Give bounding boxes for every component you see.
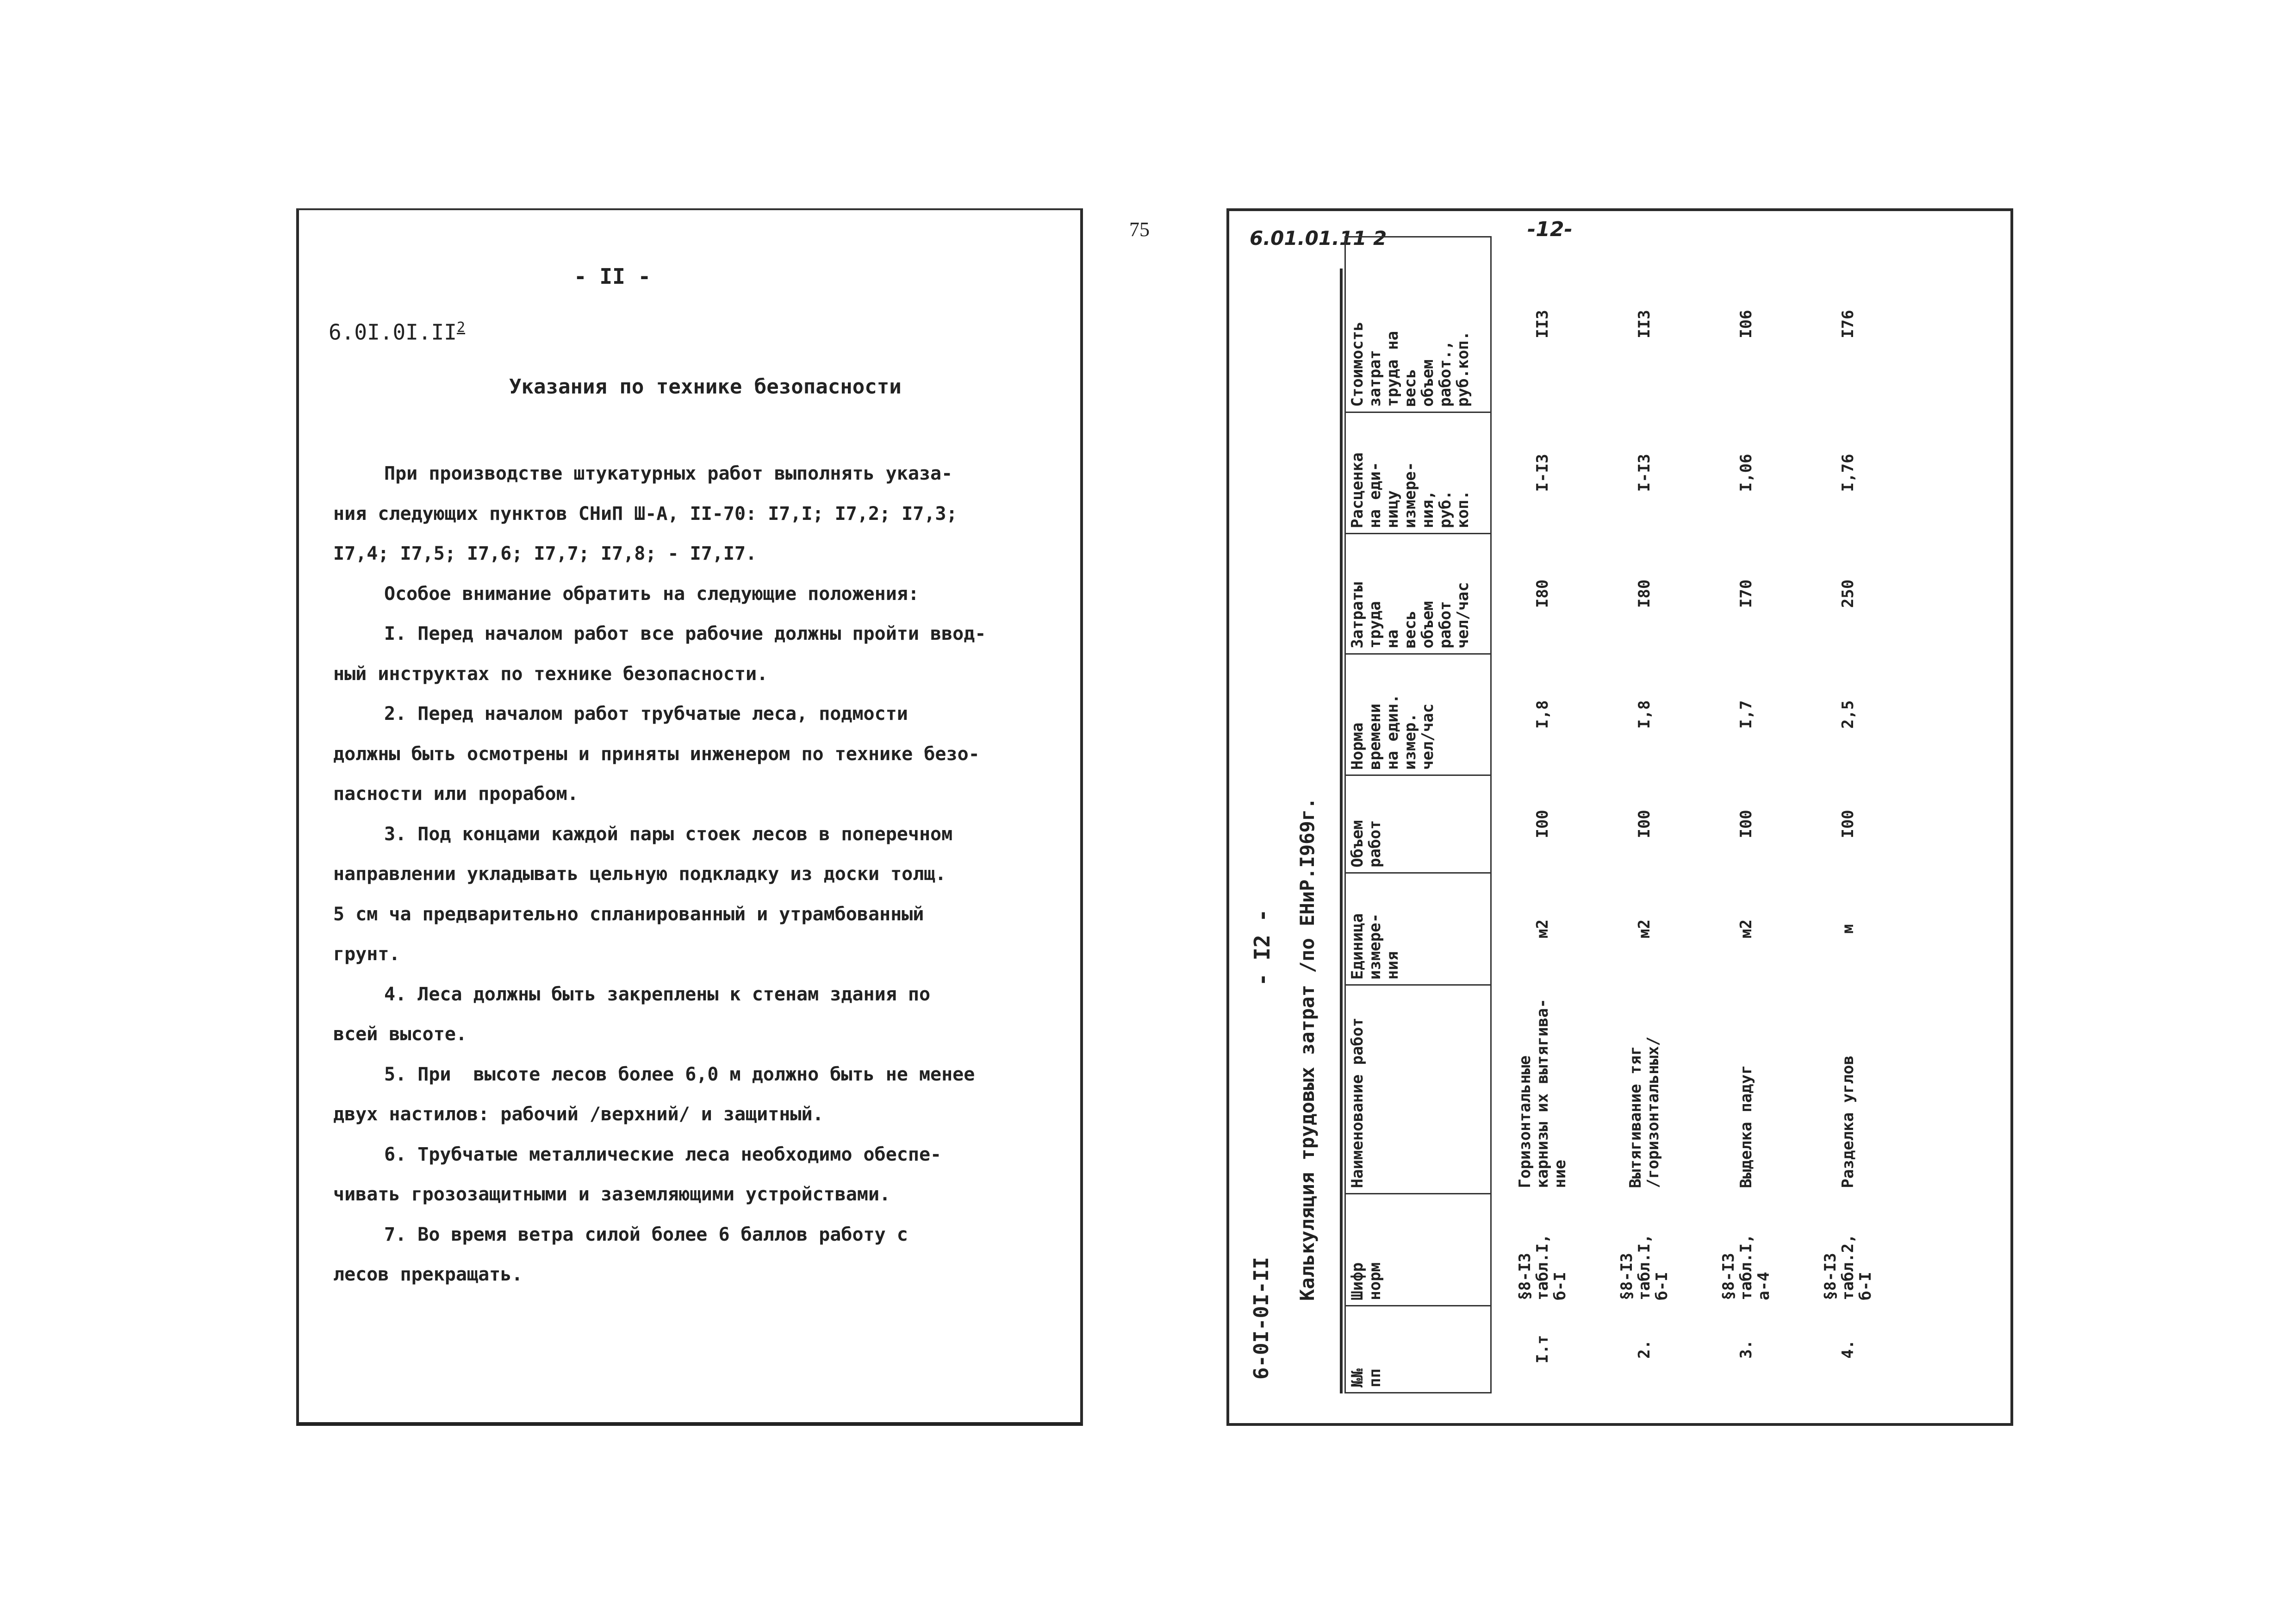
cell-rate: I,76 — [1839, 454, 1857, 492]
header-text: Стоимость — [1348, 321, 1367, 407]
cell-code — [1593, 1193, 1695, 1305]
cell-work-name-line: Выделка падуг — [1737, 1065, 1755, 1188]
cell-number: 3. — [1737, 1339, 1755, 1359]
header-text: Шифр — [1348, 1262, 1367, 1300]
header-text: ницу — [1383, 490, 1402, 528]
cell-code-line: табл.2, — [1839, 1234, 1857, 1300]
header-text: работ — [1436, 601, 1455, 649]
rotated-calculation-block — [1240, 236, 1981, 1393]
right-handwritten-code: 6.01.01.11 2 — [1250, 227, 1387, 250]
cell-work-name-line: Вытягивание тяг — [1626, 1046, 1645, 1188]
cell-unit: м — [1839, 924, 1857, 934]
body-line: пасности или прорабом. — [333, 783, 579, 805]
table-row — [1491, 237, 1594, 1393]
cell-cost-total: I76 — [1839, 310, 1857, 338]
header-code — [1345, 1193, 1491, 1305]
cell-rate: I-I3 — [1533, 454, 1552, 492]
calculation-title: Калькуляция трудовых затрат /по ЕНиР.I969г. — [1296, 797, 1319, 1301]
cell-volume: I00 — [1839, 810, 1857, 838]
cell-labor-total: 250 — [1839, 579, 1857, 608]
header-number — [1345, 1305, 1491, 1393]
cell-labor-total: I80 — [1635, 579, 1654, 608]
cell-code-line: §8-I3 — [1719, 1253, 1738, 1300]
cell-work-name-line: карнизы их вытягива- — [1533, 999, 1552, 1188]
left-document-code-suffix: 2 — [456, 319, 466, 336]
header-text: чел/час — [1454, 582, 1472, 649]
body-line: 5 см ча предварительно спланированный и утрамбованный — [333, 903, 924, 925]
body-line: 5. При высоте лесов более 6,0 м должно быть не менее — [384, 1063, 975, 1085]
cell-unit: м2 — [1737, 919, 1755, 938]
right-handwritten-page-number: -12- — [1527, 218, 1573, 241]
header-text: затрат — [1366, 350, 1384, 407]
header-cost-total — [1345, 237, 1491, 412]
cell-time-norm: I,8 — [1635, 700, 1654, 729]
cell-number: I.т — [1533, 1335, 1552, 1364]
header-rate — [1345, 412, 1491, 533]
sheet-number: - I2 - — [1250, 909, 1275, 986]
header-text: Расценка — [1348, 452, 1367, 528]
header-text: норм — [1366, 1262, 1384, 1300]
header-time-norm — [1345, 654, 1491, 775]
cell-work-name-line: Горизонтальные — [1516, 1055, 1534, 1188]
cell-time-norm: I,7 — [1737, 700, 1755, 729]
header-text: Норма — [1348, 722, 1367, 770]
header-text: Единица — [1348, 913, 1367, 980]
body-line: направлении укладывать цельную подкладку из доски толщ. — [333, 863, 946, 885]
header-text: труда на — [1383, 331, 1402, 407]
body-line: Особое внимание обратить на следующие положения: — [384, 583, 919, 605]
header-text: времени — [1366, 703, 1384, 770]
body-line: 6. Трубчатые металлические леса необходимо обеспе- — [384, 1143, 942, 1165]
cell-work-name-line: Разделка углов — [1839, 1055, 1857, 1188]
cell-number: 2. — [1635, 1339, 1654, 1359]
header-text: весь — [1401, 610, 1419, 649]
left-document-code-main: 6.0I.0I.II — [329, 319, 457, 345]
cell-work-name — [1593, 985, 1695, 1193]
labor-cost-table — [1344, 236, 1899, 1393]
table-row — [1797, 237, 1899, 1393]
body-line: I. Перед началом работ все рабочие должны пройти ввод- — [384, 623, 986, 644]
cell-cost-total: II3 — [1635, 310, 1654, 338]
header-text: Наименование работ — [1348, 1018, 1367, 1188]
cell-volume: I00 — [1635, 810, 1654, 838]
header-text: Затраты — [1348, 582, 1367, 649]
cell-work-name — [1695, 985, 1797, 1193]
header-text: труда — [1366, 601, 1384, 649]
cell-time-norm: I,8 — [1533, 700, 1552, 729]
cell-unit: м2 — [1635, 919, 1654, 938]
cell-rate: I,06 — [1737, 454, 1755, 492]
body-line: двух настилов: рабочий /верхний/ и защитный. — [333, 1104, 824, 1125]
table-row — [1593, 237, 1695, 1393]
header-text: руб. — [1436, 490, 1455, 528]
sheet-code: 6-0I-0I-II — [1250, 1257, 1273, 1380]
cell-code-line: б-I — [1551, 1272, 1569, 1300]
cell-volume: I00 — [1533, 810, 1552, 838]
header-text: коп. — [1454, 490, 1472, 528]
header-text: чел/час — [1419, 703, 1437, 770]
table-body — [1491, 237, 1899, 1393]
heading-divider — [1340, 269, 1343, 1393]
body-line: I7,4; I7,5; I7,6; I7,7; I7,8; - I7,I7. — [333, 543, 757, 564]
header-work-name — [1345, 985, 1491, 1193]
body-line: лесов прекращать. — [333, 1264, 523, 1285]
header-text: ния — [1383, 951, 1402, 980]
body-line: 3. Под концами каждой пары стоек лесов в поперечном — [384, 823, 953, 845]
header-text: пп — [1366, 1368, 1384, 1387]
header-volume — [1345, 775, 1491, 873]
cell-code-line: табл.I, — [1533, 1234, 1552, 1300]
cell-work-name-line: ние — [1551, 1160, 1569, 1188]
table-row — [1695, 237, 1797, 1393]
cell-code-line: §8-I3 — [1821, 1253, 1840, 1300]
header-text: объем — [1419, 601, 1437, 649]
body-line: всей высоте. — [333, 1024, 467, 1045]
cell-code-line: §8-I3 — [1516, 1253, 1534, 1300]
body-line: ния следующих пунктов СНиП Ш-А, II-70: I7,I; I7,2; I7,3; — [333, 503, 958, 525]
body-line: грунт. — [333, 943, 400, 965]
cell-rate: I-I3 — [1635, 454, 1654, 492]
cell-code — [1491, 1193, 1594, 1305]
cell-work-name-line: /горизонтальных/ — [1644, 1037, 1662, 1188]
header-text: измер. — [1401, 713, 1419, 770]
table-header-row — [1345, 237, 1491, 1393]
header-text: работ., — [1436, 340, 1455, 407]
body-line: 7. Во время ветра силой более 6 баллов работу с — [384, 1224, 908, 1245]
cell-work-name — [1491, 985, 1594, 1193]
cell-labor-total: I70 — [1737, 579, 1755, 608]
header-text: на — [1383, 629, 1402, 649]
header-text: работ — [1366, 820, 1384, 868]
cell-number: 4. — [1839, 1339, 1857, 1359]
header-text: №№ — [1348, 1368, 1367, 1387]
cell-code-line: §8-I3 — [1618, 1253, 1636, 1300]
cell-code-line: табл.I, — [1737, 1234, 1755, 1300]
header-text: Объем — [1348, 820, 1367, 868]
cell-time-norm: 2,5 — [1839, 700, 1857, 729]
body-line: При производстве штукатурных работ выполнять указа- — [384, 463, 953, 484]
body-line: ный инструктах по технике безопасности. — [333, 663, 768, 685]
cell-volume: I00 — [1737, 810, 1755, 838]
left-page-number: - II - — [574, 264, 651, 289]
cell-work-name — [1797, 985, 1899, 1193]
cell-code — [1695, 1193, 1797, 1305]
cell-labor-total: I80 — [1533, 579, 1552, 608]
header-text: объем — [1419, 359, 1437, 407]
body-line: 4. Леса должны быть закреплены к стенам здания по — [384, 983, 931, 1005]
header-labor-total — [1345, 534, 1491, 654]
header-unit — [1345, 873, 1491, 985]
body-line: должны быть осмотрены и приняты инженером по технике безо- — [333, 743, 980, 765]
cell-code-line: б-I — [1653, 1272, 1671, 1300]
header-text: на еди- — [1366, 462, 1384, 528]
section-title: Указания по технике безопасности — [509, 375, 902, 399]
body-line: чивать грозозащитными и заземляющими устройствами. — [333, 1184, 891, 1205]
cell-code-line: табл.I, — [1635, 1234, 1654, 1300]
cell-code — [1797, 1193, 1899, 1305]
scan-page-number: 75 — [1129, 218, 1150, 241]
safety-instructions-body — [333, 454, 1055, 1295]
cell-cost-total: II3 — [1533, 310, 1552, 338]
left-document-code — [329, 319, 465, 344]
header-text: измере- — [1401, 462, 1419, 528]
header-text: руб.коп. — [1454, 331, 1472, 407]
cell-code-line: а-4 — [1755, 1272, 1773, 1300]
cell-cost-total: I06 — [1737, 310, 1755, 338]
cell-unit: м2 — [1533, 919, 1552, 938]
cell-code-line: б-I — [1856, 1272, 1875, 1300]
header-text: измере- — [1366, 913, 1384, 980]
header-text: весь — [1401, 369, 1419, 407]
header-text: на един. — [1383, 694, 1402, 770]
body-line: 2. Перед началом работ трубчатые леса, подмости — [384, 703, 908, 725]
header-text: ния, — [1419, 490, 1437, 528]
